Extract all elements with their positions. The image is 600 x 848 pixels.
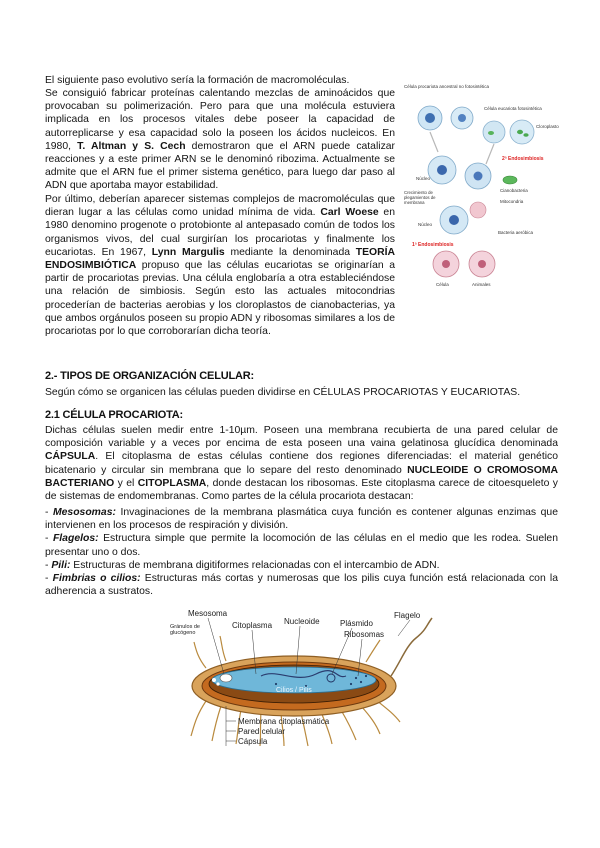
teoria-endosimbiotica: TEORÍA ENDOSIMBIÓTICA bbox=[45, 246, 396, 272]
nucleus-blob bbox=[474, 172, 483, 181]
paragraph-ribozima: Se consiguió fabricar proteínas calentando mezclas de aminoácidos que provocaban su polimerización. Pero para que una molécula estuviera implicada en los procesos vitales debe poseer la capacidad de autorreplicarse y esa capacidad solo la poseen los ácidos nucleicos. En 1980, T. Altman y S. Cech demostraron que el ARN puede catalizar reacciones y a este primer ARN se le denominó ribozima. Actualmente se admite que el ARN fue el primer sistema genético, para luego dar paso al ADN que aportaba mayor estabilidad. bbox=[45, 88, 396, 192]
prokaryotic-cell-figure bbox=[166, 606, 436, 756]
list-term: Flagelos: bbox=[52, 533, 99, 545]
mesosome bbox=[220, 674, 232, 682]
label-granulos: Gránulos de glucógeno bbox=[170, 624, 200, 636]
fig-label-bacteria: Bacteria aeróbica bbox=[498, 230, 534, 235]
list-term: Mesosomas: bbox=[53, 507, 116, 518]
label-flagelo: Flagelo bbox=[394, 611, 421, 620]
fig-label-cloroplasto: Cloroplasto bbox=[536, 124, 559, 129]
label-pared: Pared celular bbox=[238, 727, 286, 736]
fig-label-fotosintetica: Célula eucariota fotosintética bbox=[484, 106, 542, 111]
section-heading-tipos: 2.- TIPOS DE ORGANIZACIÓN CELULAR: bbox=[45, 370, 254, 382]
section2-text: Según cómo se organicen las células pueden dividirse en CÉLULAS PROCARIOTAS Y EUCARIOTAS. bbox=[45, 387, 521, 398]
fig-label-endosimbiosis1: 1ª Endosimbiosis bbox=[412, 242, 454, 248]
arrow bbox=[486, 144, 494, 164]
nucleus-blob bbox=[449, 215, 459, 225]
endosymbiosis-figure bbox=[402, 80, 567, 290]
glycogen-granule bbox=[212, 678, 216, 682]
carl-woese: Carl Woese bbox=[320, 207, 379, 219]
nucleoide-term: NUCLEOIDE O CROMOSOMA BACTERIANO bbox=[45, 464, 558, 489]
chloroplast-blob bbox=[488, 131, 494, 135]
procariota-paragraph: Dichas células suelen medir entre 1-10µm. Poseen una membrana recubierta de una pared celular de composición variable y a veces por encima de esta poseen una vaina gelatinosa glucídica denominada CÁPSULA. El citoplasma de estas células contiene dos regiones diferenciadas: el material genético bicatenario y circular sin membrana que lo separe del resto denominado NUCLEOIDE O CROMOSOMA BACTERIANO y el CITOPLASMA, donde destacan los ribosomas. Este citoplasma carece de citoesqueleto y de sistemas de endomembranas. Como partes de la célula procariota destacan: bbox=[45, 425, 558, 503]
label-capsula: Cápsula bbox=[238, 737, 268, 746]
section-heading-procariota: 2.1 CÉLULA PROCARIOTA: bbox=[45, 409, 183, 421]
nucleus-blob bbox=[478, 260, 486, 268]
arrow bbox=[430, 132, 438, 152]
label-cilios: Cilios / Pilis bbox=[276, 687, 312, 694]
cyanobacteria-blob bbox=[503, 176, 517, 184]
label-plasmido: Plásmido bbox=[340, 619, 373, 628]
glycogen-granule bbox=[216, 682, 219, 685]
nucleus-blob bbox=[437, 165, 447, 175]
list-item: - Pili: Estructuras de membrana digitiformes relacionadas con el intercambio de ADN. bbox=[45, 559, 440, 571]
fig-label-endosimbiosis2: 2ª Endosimbiosis bbox=[502, 156, 544, 162]
label-mesosoma: Mesosoma bbox=[188, 609, 228, 618]
fig-label-celula: Célula bbox=[436, 282, 449, 287]
fig-label-nucleo: Núcleo bbox=[416, 176, 431, 181]
capsula-term: CÁPSULA bbox=[45, 451, 96, 463]
altman-cech-names: T. Altman y S. Cech bbox=[77, 140, 186, 152]
fig-label-mitocondria: Mitocondria bbox=[500, 199, 524, 204]
lynn-margulis: Lynn Margulis bbox=[151, 246, 225, 258]
label-nucleoide: Nucleoide bbox=[284, 617, 320, 626]
cell-lower-2 bbox=[470, 202, 486, 218]
citoplasma-term: CITOPLASMA bbox=[137, 477, 207, 489]
fig-label-animales: Animales bbox=[472, 282, 491, 287]
nucleus-blob bbox=[442, 260, 450, 268]
nucleus-blob bbox=[458, 114, 466, 122]
cell-eucariota-1 bbox=[483, 121, 505, 143]
procariota-list bbox=[45, 506, 558, 598]
fig-label-plegamientos: Crecimiento de plegamientos de membrana bbox=[404, 190, 436, 205]
label-ribosomas: Ribosomas bbox=[344, 630, 385, 639]
intro-first-line: El siguiente paso evolutivo sería la formación de macromoléculas. bbox=[45, 75, 350, 86]
procariotas-eucariotas: CÉLULAS PROCARIOTAS Y EUCARIOTAS. bbox=[313, 387, 521, 398]
fig-label-nucleo2: Núcleo bbox=[418, 222, 433, 227]
list-term: Pili: bbox=[51, 559, 71, 571]
list-item: - Flagelos: Estructura simple que permite la locomoción de las células en el medio que les rodea. Suelen presentar uno o dos. bbox=[45, 533, 558, 558]
label-citoplasma: Citoplasma bbox=[232, 621, 273, 630]
list-item: - Mesosomas: Invaginaciones de la membrana plasmática cuya función es contener algunas enzimas que intervienen en los procesos de respiración y división. bbox=[45, 507, 558, 532]
paragraph-endosimbiosis: Por último, deberían aparecer sistemas complejos de macromoléculas que dieran lugar a las células como unidad mínima de vida. Carl Woese en 1980 denomino progenote o protobionte al antepasado común de todos los organismos vivos, del cual surgirían los procariotas y finalmente los eucariotas. En 1967, Lynn Margulis mediante la denominada TEORÍA ENDOSIMBIÓTICA propuso que las células eucariotas se originarían a partir de procariotas previas. Una célula englobaría a otra estableciéndose una relación de simbiosis. Según esto las actuales mitocondrias procederían de bacterias aerobias y los cloroplastos de cianobacterias, ya que ambos orgánulos poseen su propio ADN y ribosomas similares a los de procariotas por lo que corroborarían dicha teoría. bbox=[45, 194, 396, 338]
intro-line bbox=[45, 74, 395, 87]
chloroplast-blob bbox=[517, 130, 523, 134]
chloroplast-blob bbox=[523, 133, 528, 137]
fig-label-ancestral: Célula procariota ancestral no fotosintética bbox=[404, 84, 490, 89]
fig-label-cianobacteria: Cianobacteria bbox=[500, 188, 528, 193]
list-term: Fimbrias o cilios: bbox=[52, 573, 141, 585]
nucleus-blob bbox=[425, 113, 435, 123]
label-membrana: Membrana citoplasmática bbox=[238, 717, 330, 726]
list-item: - Fimbrias o cilios: Estructuras más cortas y numerosas que los pilis cuya función está relacionada con la adherencia a sustratos. bbox=[45, 573, 558, 598]
